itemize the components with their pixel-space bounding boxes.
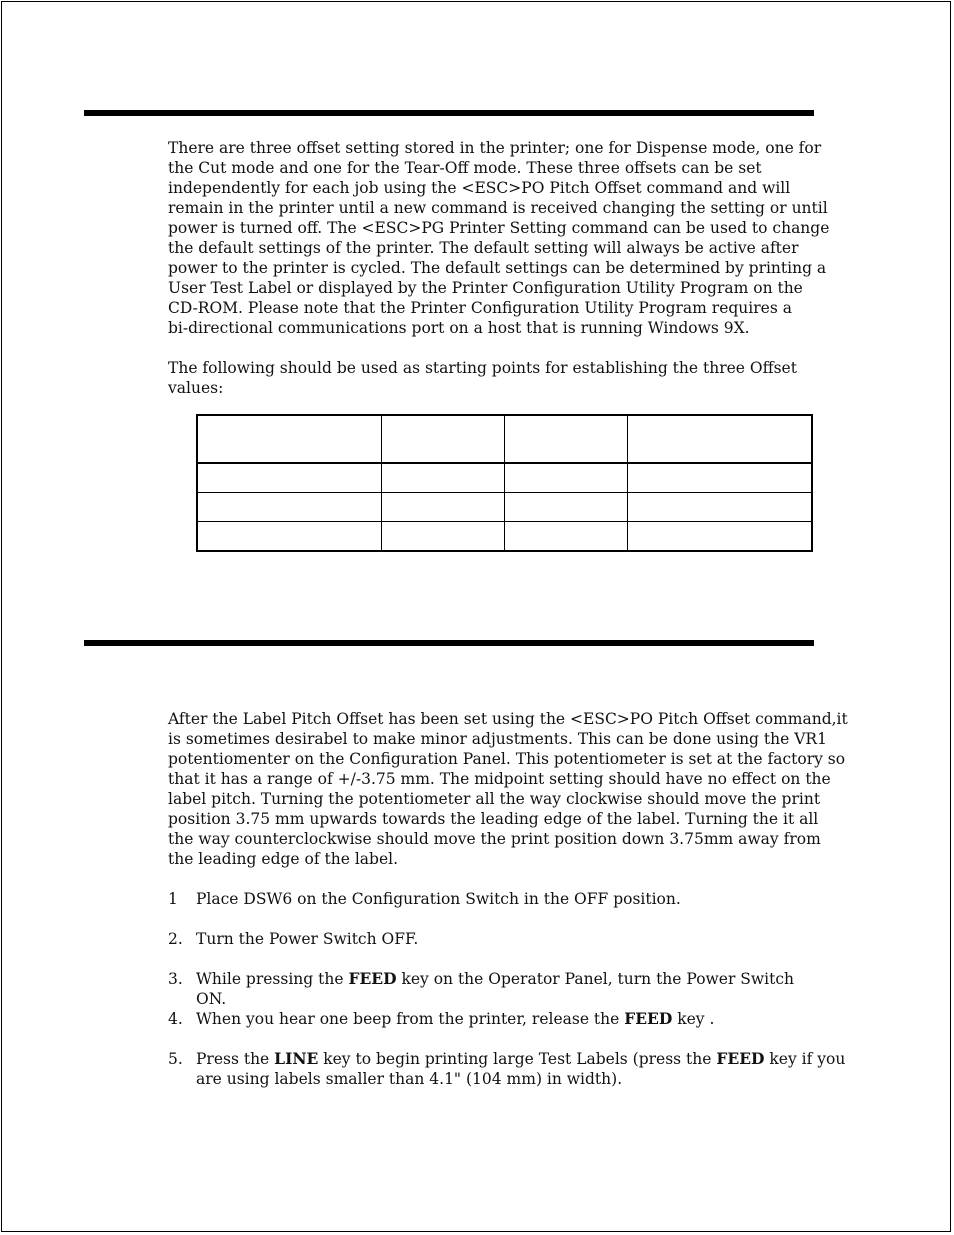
line-key-label: LINE <box>274 1049 319 1068</box>
step-text-part: key if you <box>764 1050 846 1068</box>
text-line: the Cut mode and one for the Tear-Off mode. These three offsets can be set <box>168 159 762 177</box>
text-line: remain in the printer until a new command is received changing the setting or until <box>168 199 828 217</box>
step-number: 5. <box>168 1050 183 1068</box>
step-text-part: While pressing the <box>196 970 349 988</box>
table-cell <box>628 493 813 522</box>
text-line: that it has a range of +/-3.75 mm. The midpoint setting should have no effect on the <box>168 770 831 788</box>
text-line: label pitch. Turning the potentiometer all the way clockwise should move the print <box>168 790 821 808</box>
table-cell <box>197 493 382 522</box>
table-cell <box>628 463 813 493</box>
step-text-part: key on the Operator Panel, turn the Power Switch ON. <box>196 970 795 1008</box>
step-text <box>196 1049 846 1089</box>
feed-key-label: FEED <box>624 1009 673 1028</box>
feed-key-label: FEED <box>348 969 397 988</box>
table-cell <box>197 463 382 493</box>
section-rule-top <box>84 110 814 116</box>
table-cell <box>382 522 505 552</box>
text-line: independently for each job using the <ESC>PO Pitch Offset command and will <box>168 179 791 197</box>
text-line: the default settings of the printer. The default setting will always be active after <box>168 239 799 257</box>
text-line: CD-ROM. Please note that the Printer Configuration Utility Program requires a <box>168 299 792 317</box>
pitch-adjust-paragraph <box>168 709 848 869</box>
step-number: 3. <box>168 970 183 988</box>
table-cell <box>505 463 628 493</box>
table-row <box>197 522 812 552</box>
table-cell <box>505 415 628 463</box>
step-text-part: Place DSW6 on the Configuration Switch in the OFF position. <box>196 890 681 908</box>
table-row <box>197 493 812 522</box>
text-line: values: <box>168 379 224 397</box>
table-cell <box>628 415 813 463</box>
step-text-line <box>196 1049 846 1069</box>
text-line: is sometimes desirabel to make minor adjustments. This can be done using the VR1 <box>168 730 827 748</box>
text-line: After the Label Pitch Offset has been set using the <ESC>PO Pitch Offset command,it <box>168 710 848 728</box>
table-cell <box>382 493 505 522</box>
text-line: position 3.75 mm upwards towards the leading edge of the label. Turning the it all <box>168 810 819 828</box>
step-text-line: are using labels smaller than 4.1" (104 mm) in width). <box>196 1070 623 1088</box>
table-cell <box>197 522 382 552</box>
text-line: power to the printer is cycled. The default settings can be determined by printing a <box>168 259 827 277</box>
step-text-part: When you hear one beep from the printer, release the <box>196 1010 625 1028</box>
table-cell <box>382 463 505 493</box>
text-line: User Test Label or displayed by the Printer Configuration Utility Program on the <box>168 279 803 297</box>
table-cell <box>628 522 813 552</box>
table-cell <box>505 493 628 522</box>
step-text-part: Turn the Power Switch OFF. <box>196 930 419 948</box>
offset-intro-paragraph <box>168 138 830 338</box>
starting-points-paragraph <box>168 358 813 398</box>
table-header-row <box>197 415 812 463</box>
table-cell <box>197 415 382 463</box>
step-number: 4. <box>168 1010 183 1028</box>
section-rule-bottom <box>84 640 814 646</box>
text-line: power is turned off. The <ESC>PG Printer Setting command can be used to change <box>168 219 830 237</box>
text-line: There are three offset setting stored in the printer; one for Dispense mode, one for <box>168 139 822 157</box>
text-line: the way counterclockwise should move the print position down 3.75mm away from <box>168 830 821 848</box>
text-line: potentiomenter on the Configuration Panel. This potentiometer is set at the factory so <box>168 750 846 768</box>
step-text-part: Press the <box>196 1050 275 1068</box>
step-text-part: key . <box>672 1010 715 1028</box>
text-line: The following should be used as starting points for establishing the three Offset <box>168 359 797 377</box>
step-number: 1 <box>168 890 178 908</box>
text-line: bi-directional communications port on a host that is running Windows 9X. <box>168 319 750 337</box>
step-text <box>196 1009 816 1029</box>
text-line: the leading edge of the label. <box>168 850 398 868</box>
step-text <box>196 969 816 1009</box>
step-text-part: key to begin printing large Test Labels (press the <box>318 1050 717 1068</box>
table-cell <box>505 522 628 552</box>
table-cell <box>382 415 505 463</box>
step-text <box>196 929 816 949</box>
table-row <box>197 463 812 493</box>
feed-key-label: FEED <box>716 1049 765 1068</box>
step-text <box>196 889 816 909</box>
offset-values-table <box>196 414 813 552</box>
step-number: 2. <box>168 930 183 948</box>
